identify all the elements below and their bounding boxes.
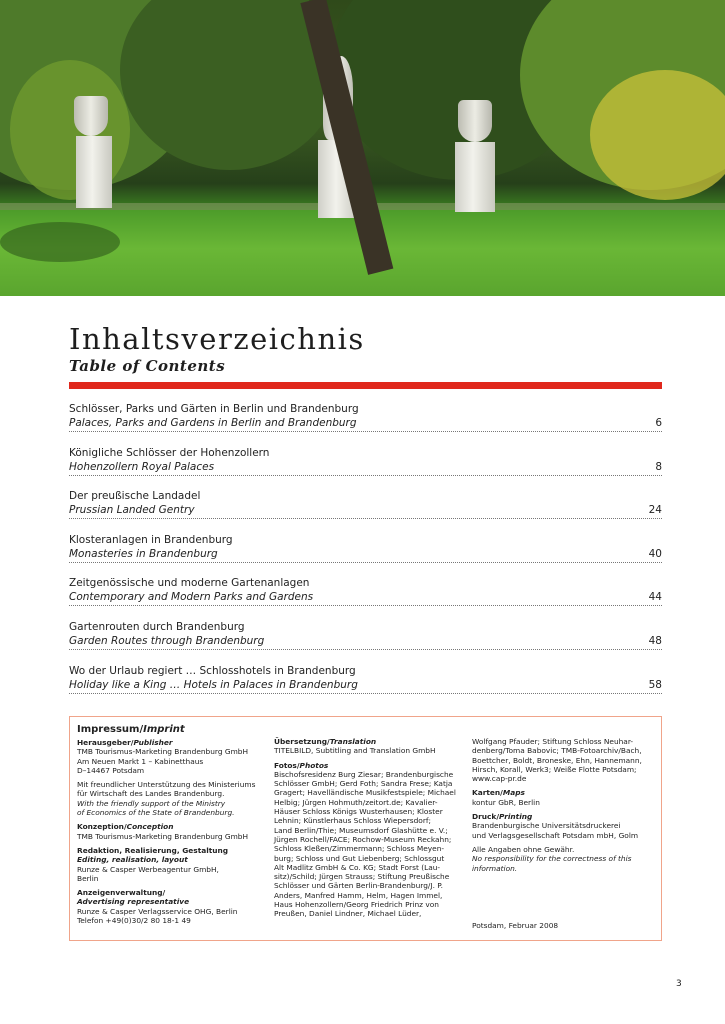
concept-heading-de: Konzeption/ bbox=[77, 822, 127, 832]
toc-leader bbox=[69, 416, 662, 432]
concept-heading-en: Conception bbox=[126, 822, 174, 832]
printing-heading-en: Printing bbox=[499, 812, 533, 822]
toc-page-number: 8 bbox=[655, 460, 662, 473]
maps-section bbox=[472, 788, 662, 807]
right-urn bbox=[458, 100, 492, 142]
publisher-text: TMB Tourismus-Marketing Brandenburg GmbH Am Neuen Markt 1 – Kabinetthaus D–14467 Potsdam bbox=[77, 747, 249, 775]
imprint-column-3 bbox=[472, 737, 662, 878]
editing-heading-de: Redaktion, Realisierung, Gestaltung bbox=[77, 845, 229, 855]
toc-page-number: 44 bbox=[648, 591, 662, 604]
editing-section bbox=[77, 846, 267, 883]
toc-title-de: Zeitgenössische und moderne Gartenanlagen bbox=[69, 577, 310, 590]
editing-text: Runze & Casper Werbeagentur GmbH, Berlin bbox=[77, 864, 219, 883]
concept-section bbox=[77, 822, 267, 841]
toc-entry[interactable] bbox=[69, 620, 662, 664]
hero-garden-photo bbox=[0, 0, 725, 296]
title-divider bbox=[69, 382, 662, 389]
right-pedestal bbox=[455, 142, 495, 212]
toc-leader bbox=[69, 503, 662, 519]
printing-heading-de: Druck/ bbox=[472, 812, 500, 822]
toc-leader bbox=[69, 460, 662, 476]
toc-page-number: 48 bbox=[648, 634, 662, 647]
imprint-box bbox=[69, 716, 662, 941]
photos-heading bbox=[274, 761, 464, 770]
toc-entry[interactable] bbox=[69, 489, 662, 533]
toc-title-de: Klosteranlagen in Brandenburg bbox=[69, 533, 233, 546]
translation-section bbox=[274, 737, 464, 756]
disclaimer-section bbox=[472, 845, 662, 873]
imprint-column-2 bbox=[274, 737, 464, 924]
left-pedestal bbox=[76, 136, 112, 208]
toc-page-number: 6 bbox=[655, 417, 662, 429]
page-title: Inhaltsverzeichnis bbox=[69, 322, 365, 356]
toc-page-number: 58 bbox=[648, 678, 662, 691]
maps-heading bbox=[472, 788, 662, 797]
light-shrub bbox=[10, 60, 130, 200]
toc-entry[interactable] bbox=[69, 664, 662, 708]
publisher-heading-en: Publisher bbox=[133, 738, 173, 747]
toc-title-en: Contemporary and Modern Parks and Gardens bbox=[69, 591, 314, 604]
imprint-heading-en: Imprint bbox=[143, 724, 185, 735]
toc-title-de: Königliche Schlösser der Hohenzollern bbox=[69, 446, 270, 459]
toc-title-en: Garden Routes through Brandenburg bbox=[69, 634, 265, 647]
left-urn bbox=[74, 96, 108, 136]
translation-heading bbox=[274, 737, 464, 746]
publisher-heading-de: Herausgeber/ bbox=[77, 738, 134, 747]
toc-title-de: Wo der Urlaub regiert … Schlosshotels in Brandenburg bbox=[69, 664, 356, 677]
toc-leader bbox=[69, 590, 662, 606]
toc-title-de: Der preußische Landadel bbox=[69, 490, 201, 503]
page-subtitle: Table of Contents bbox=[69, 357, 226, 375]
table-of-contents bbox=[69, 402, 662, 707]
toc-entry[interactable] bbox=[69, 533, 662, 577]
printing-section bbox=[472, 812, 662, 840]
disclaimer-en: No responsibility for the correctness of this information. bbox=[472, 854, 632, 873]
toc-page-number: 24 bbox=[648, 504, 662, 517]
photos-text-continued: Wolfgang Pfauder; Stiftung Schloss Neuhar- denberg/Toma Babovic; TMB-Fotoarchiv/Bach, Boettcher, Boldt, Broneske, Ehn, Hannemann, Hirsch, Korall, Werk3; Weiße Flotte Potsdam; www.cap-pr.de bbox=[472, 737, 642, 784]
concept-text: TMB Tourismus-Marketing Brandenburg GmbH bbox=[77, 831, 249, 841]
toc-leader bbox=[69, 678, 662, 694]
toc-entry[interactable] bbox=[69, 446, 662, 490]
imprint-heading-de: Impressum/ bbox=[77, 724, 144, 735]
toc-entry[interactable] bbox=[69, 402, 662, 446]
ads-heading-de: Anzeigenverwaltung/ bbox=[77, 888, 166, 898]
ads-section bbox=[77, 888, 267, 925]
ads-heading-en: Advertising representative bbox=[77, 897, 190, 907]
toc-title-en: Monasteries in Brandenburg bbox=[69, 547, 218, 560]
toc-title-en: Prussian Landed Gentry bbox=[69, 504, 195, 517]
photos-text: Bischofsresidenz Burg Ziesar; Brandenburgische Schlösser GmbH; Gerd Foth; Sandra Frese; Katja Gragert; Havelländische Musikfestspiele; Michael Helbig; Jürgen Hohmuth/zeitort.de; Kavalier- Häuser Schloss Königs Wusterhausen; Kloster Lehnin; Künstlerhaus Schloss Wiepersdorf; Land Berlin/Thie; Museumsdorf Glashütte e. V.; Jürgen Rochell/FACE; Rochow-Museum Reckahn; Schloss Kleßen/Zimmermann; Schloss Meyen- burg; Schloss und Gut Liebenberg; Schlossgut Alt Madlitz GmbH & Co. KG; Stadt Forst (Lau- sitz)/Schild; Jürgen Strauss; Stiftung Preußische Schlösser und Gärten Berlin-Brandenburg/J. P. Anders, Manfred Hamm, Helm, Hagen Immel, Haus Hohenzollern/Georg Friedrich Prinz von Preußen, Daniel Lindner, Michael Lüder, bbox=[274, 769, 456, 919]
maps-text: kontur GbR, Berlin bbox=[472, 797, 540, 807]
publisher-section bbox=[77, 738, 267, 775]
publisher-heading bbox=[77, 738, 267, 747]
toc-title-de: Schlösser, Parks und Gärten in Berlin und Brandenburg bbox=[69, 403, 359, 415]
concept-heading bbox=[77, 822, 267, 831]
toc-title-de: Gartenrouten durch Brandenburg bbox=[69, 620, 245, 633]
translation-text: TITELBILD, Subtitling and Translation GmbH bbox=[274, 746, 436, 756]
toc-leader bbox=[69, 547, 662, 563]
support-text-de: Mit freundlicher Unterstützung des Ministeriums für Wirtschaft des Landes Brandenburg. bbox=[77, 780, 256, 799]
imprint-heading bbox=[77, 723, 267, 736]
toc-title-en: Hohenzollern Royal Palaces bbox=[69, 460, 215, 473]
toc-title-en: Palaces, Parks and Gardens in Berlin and Brandenburg bbox=[69, 417, 357, 429]
maps-heading-de: Karten/ bbox=[472, 788, 503, 798]
printing-heading bbox=[472, 812, 662, 821]
lawn-shadow bbox=[0, 222, 120, 262]
translation-heading-de: Übersetzung/ bbox=[274, 737, 330, 746]
toc-title-en: Holiday like a King … Hotels in Palaces in Brandenburg bbox=[69, 678, 358, 691]
editing-heading-en: Editing, realisation, layout bbox=[77, 855, 188, 865]
ads-text: Runze & Casper Verlagsservice OHG, Berlin Telefon +49(0)30/2 80 18-1 49 bbox=[77, 906, 238, 926]
toc-entry[interactable] bbox=[69, 576, 662, 620]
page-number: 3 bbox=[676, 979, 682, 989]
disclaimer-de: Alle Angaben ohne Gewähr. bbox=[472, 844, 575, 854]
imprint-column-1 bbox=[77, 723, 267, 930]
support-text-en: With the friendly support of the Ministry of Economics of the State of Brandenburg. bbox=[77, 798, 235, 818]
place-date: Potsdam, Februar 2008 bbox=[472, 921, 559, 930]
support-section bbox=[77, 780, 267, 817]
maps-heading-en: Maps bbox=[502, 788, 525, 798]
toc-leader bbox=[69, 634, 662, 650]
translation-heading-en: Translation bbox=[329, 737, 377, 746]
toc-page-number: 40 bbox=[648, 547, 662, 560]
photos-section bbox=[274, 761, 464, 919]
photos-heading-en: Photos bbox=[299, 760, 329, 770]
photos-heading-de: Fotos/ bbox=[274, 760, 300, 770]
printing-text: Brandenburgische Universitätsdruckerei und Verlagsgesellschaft Potsdam mbH, Golm bbox=[472, 821, 639, 840]
